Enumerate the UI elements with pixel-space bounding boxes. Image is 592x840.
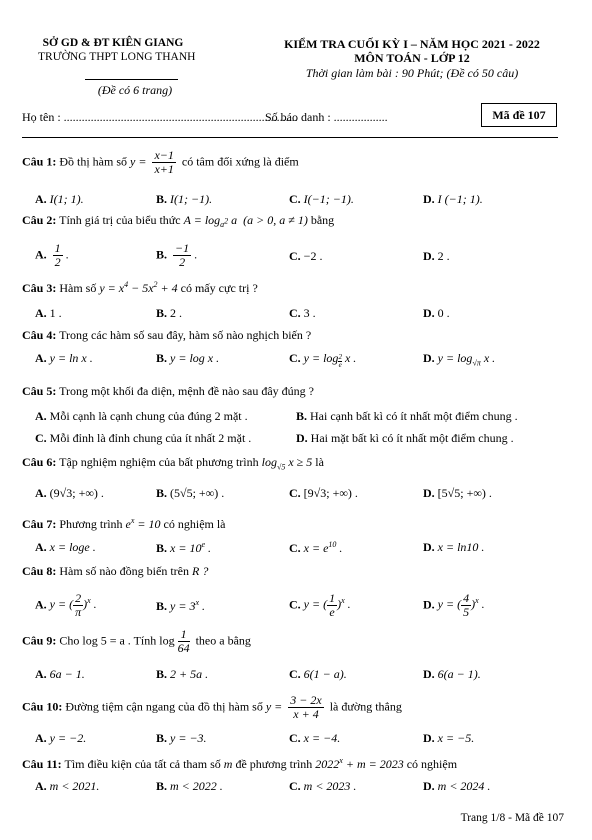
question-6: Câu 6: Tập nghiệm nghiệm của bất phương trình $\log_{√5} x \ge 5$ là bbox=[22, 455, 324, 472]
q10-option-b[interactable]: B. y = −3. bbox=[156, 731, 207, 745]
q11-option-a[interactable]: A. m < 2021. bbox=[35, 779, 100, 793]
question-label: Câu 1: bbox=[22, 154, 57, 169]
id-field-label: Số báo danh : .................. bbox=[265, 110, 388, 124]
q2-option-d[interactable]: D. 2 . bbox=[423, 249, 450, 263]
q5-option-c[interactable]: C. Mỗi đỉnh là đỉnh chung của ít nhất 2 mặt . bbox=[35, 431, 252, 445]
q4-option-d[interactable]: D. $y = \log_{√\pi} x$ . bbox=[423, 351, 496, 368]
question-10: Câu 10: Đường tiệm cận ngang của đồ thị hàm số y = $\frac{3 - 2x}{x + 4}$ là đường thẳng bbox=[22, 693, 402, 721]
question-3: Câu 3: Hàm số $y = x^4 - 5x^2 + 4$ có mấy cực trị ? bbox=[22, 280, 258, 295]
q4-option-c[interactable]: C. y = log $_{\frac{2}{e}}$ x . bbox=[289, 351, 357, 370]
header-bottom-rule bbox=[22, 137, 558, 138]
q3-option-d[interactable]: D. 0 . bbox=[423, 306, 450, 320]
q3-option-c[interactable]: C. 3 . bbox=[289, 306, 316, 320]
q6-option-a[interactable]: A. (9√3; +∞) . bbox=[35, 486, 104, 500]
name-field-label: Họ tên : .............................................................................. bbox=[22, 110, 298, 124]
header-divider bbox=[85, 79, 178, 80]
q9-option-b[interactable]: B. 2 + 5a . bbox=[156, 667, 209, 681]
q6-option-d[interactable]: D. [5√5; +∞) . bbox=[423, 486, 492, 500]
exam-code-box: Mã đề 107 bbox=[481, 103, 557, 127]
q1-option-d[interactable]: D. I (−1; 1). bbox=[423, 192, 483, 206]
q10-option-c[interactable]: C. x = −4. bbox=[289, 731, 341, 745]
question-1: Câu 1: Đồ thị hàm số y = $\frac{x-1}{x+1}$ có tâm đối xứng là điểm bbox=[22, 148, 299, 176]
q3-option-a[interactable]: A. 1 . bbox=[35, 306, 62, 320]
fraction: $\frac{x-1}{x+1}$ bbox=[154, 148, 174, 176]
school-name: TRƯỜNG THPT LONG THANH bbox=[38, 51, 196, 63]
q2-option-b[interactable]: B. $\frac{-1}{2}$ . bbox=[156, 241, 198, 269]
subject-title: MÔN TOÁN - LỚP 12 bbox=[354, 51, 470, 65]
q11-option-d[interactable]: D. m < 2024 . bbox=[423, 779, 491, 793]
q8-option-c[interactable]: C. y = ( $\frac{1}{e}$ )$^x$ . bbox=[289, 591, 351, 619]
q7-option-d[interactable]: D. x = ln10 . bbox=[423, 540, 485, 554]
q4-option-a[interactable]: A. y = ln x . bbox=[35, 351, 93, 365]
q9-option-a[interactable]: A. 6a − 1. bbox=[35, 667, 85, 681]
q2-option-a[interactable]: A. $\frac{1}{2}$ . bbox=[35, 241, 69, 269]
q8-option-d[interactable]: D. y = ( $\frac{4}{5}$ )$^x$ . bbox=[423, 591, 485, 619]
q6-option-c[interactable]: C. [9√3; +∞) . bbox=[289, 486, 358, 500]
q1-option-c[interactable]: C. I(−1; −1). bbox=[289, 192, 354, 206]
question-text: Đồ thị hàm số bbox=[59, 154, 128, 169]
q5-option-a[interactable]: A. Mỗi cạnh là cạnh chung của đúng 2 mặt . bbox=[35, 409, 248, 423]
page-footer: Trang 1/8 - Mã đề 107 bbox=[460, 812, 564, 824]
q7-option-b[interactable]: B. $x = 10^e$ . bbox=[156, 540, 212, 555]
q1-option-b[interactable]: B. I(1; −1). bbox=[156, 192, 213, 206]
time-note: Thời gian làm bài : 90 Phút; (Đề có 50 câu) bbox=[305, 66, 519, 80]
q9-option-c[interactable]: C. 6(1 − a). bbox=[289, 667, 347, 681]
q6-option-b[interactable]: B. (5√5; +∞) . bbox=[156, 486, 225, 500]
q11-option-c[interactable]: C. m < 2023 . bbox=[289, 779, 357, 793]
q11-option-b[interactable]: B. m < 2022 . bbox=[156, 779, 223, 793]
q8-option-b[interactable]: B. $y = 3^x$ . bbox=[156, 598, 206, 613]
question-11: Câu 11: Tìm điều kiện của tất cả tham số m đề phương trình $2022^x + m = 2023$ có nghiệm bbox=[22, 756, 458, 771]
q2-option-c[interactable]: C. −2 . bbox=[289, 249, 323, 263]
pages-note: (Đề có 6 trang) bbox=[97, 83, 173, 97]
dept-name: SỞ GD & ĐT KIÊN GIANG bbox=[42, 37, 184, 49]
question-text-after: có tâm đối xứng là điểm bbox=[181, 154, 299, 169]
question-2: Câu 2: Tính giá trị của biểu thức $A = \log_{a^2} a$ (a > 0, a ≠ 1) bằng bbox=[22, 213, 335, 230]
q3-option-b[interactable]: B. 2 . bbox=[156, 306, 183, 320]
question-5: Câu 5: Trong một khối đa diện, mệnh đề nào sau đây đúng ? bbox=[22, 384, 314, 398]
question-8: Câu 8: Hàm số nào đồng biến trên R ? bbox=[22, 564, 209, 578]
q10-option-d[interactable]: D. x = −5. bbox=[423, 731, 475, 745]
q8-option-a[interactable]: A. y = ( $\frac{2}{\pi}$ )$^x$ . bbox=[35, 591, 97, 619]
question-7: Câu 7: Phương trình $e^x = 10$ có nghiệm là bbox=[22, 516, 226, 531]
q7-option-a[interactable]: A. x = loge . bbox=[35, 540, 96, 554]
q9-option-d[interactable]: D. 6(a − 1). bbox=[423, 667, 481, 681]
q5-option-d[interactable]: D. Hai mặt bất kì có ít nhất một điểm chung . bbox=[296, 431, 514, 445]
q1-option-a[interactable]: A. I(1; 1). bbox=[35, 192, 84, 206]
q7-option-c[interactable]: C. $x = e^{10}$ . bbox=[289, 540, 343, 555]
q5-option-b[interactable]: B. Hai cạnh bất kì có ít nhất một điểm chung . bbox=[296, 409, 518, 423]
q10-option-a[interactable]: A. y = −2. bbox=[35, 731, 87, 745]
question-4: Câu 4: Trong các hàm số sau đây, hàm số nào nghịch biến ? bbox=[22, 328, 312, 342]
question-9: Câu 9: Cho log 5 = a . Tính log $\frac{1}{64}$ theo a bằng bbox=[22, 627, 251, 655]
exam-title: KIỂM TRA CUỐI KỲ I – NĂM HỌC 2021 - 2022 bbox=[284, 37, 540, 51]
q4-option-b[interactable]: B. y = log x . bbox=[156, 351, 220, 365]
